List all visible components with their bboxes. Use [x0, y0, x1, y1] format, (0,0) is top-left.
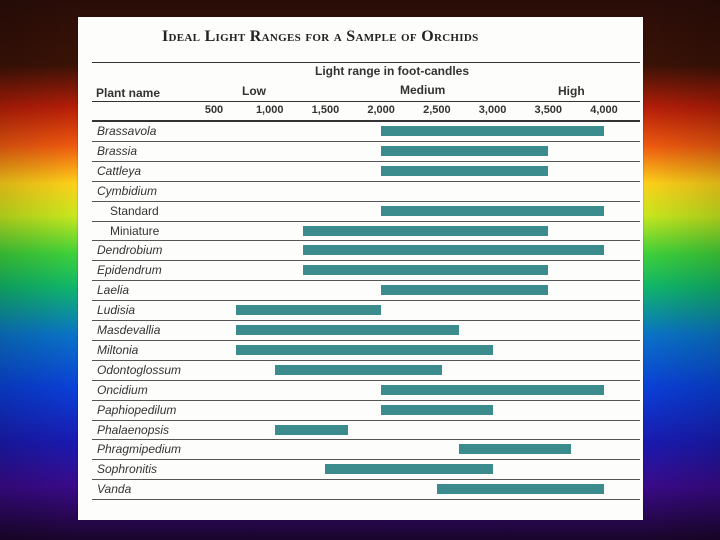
row-divider [92, 201, 640, 202]
light-range-bar [381, 146, 548, 156]
row-divider [92, 499, 640, 500]
plant-label: Brassavola [97, 124, 157, 138]
plant-label: Standard [110, 203, 159, 218]
plant-label: Miniature [110, 223, 160, 238]
background-left-shade [0, 0, 78, 540]
plant-label: Cymbidium [97, 183, 158, 198]
plant-label: Vanda [97, 482, 132, 497]
x-tick-label: 1,000 [255, 104, 284, 116]
background-right-shade [642, 0, 720, 540]
x-tick-label: 4,000 [590, 104, 618, 116]
light-range-bar [303, 265, 548, 275]
row-divider [92, 221, 640, 222]
row-divider [92, 320, 640, 321]
plant-name-header: Plant name [96, 86, 161, 100]
x-tick-label: 1,500 [311, 104, 340, 116]
row-divider [92, 360, 640, 361]
x-tick-label: 2,500 [423, 104, 451, 116]
plant-label: Dendrobium [97, 243, 163, 258]
light-range-bar [303, 245, 604, 255]
plant-label: Masdevallia [97, 323, 161, 337]
light-range-bar [236, 305, 381, 315]
row-divider [92, 260, 640, 261]
light-range-bar [381, 285, 548, 295]
plant-label: Miltonia [97, 342, 139, 357]
row-divider [92, 240, 640, 241]
plant-label: Cattleya [97, 163, 142, 178]
row-divider [92, 161, 640, 162]
x-tick-label: 2,000 [367, 104, 395, 116]
row-divider [92, 439, 640, 440]
range-label: Light range in foot-candles [315, 64, 470, 78]
row-divider [92, 380, 640, 381]
plant-label: Epidendrum [97, 263, 162, 278]
light-range-bar [325, 464, 492, 474]
x-tick-label: 500 [204, 104, 224, 116]
light-range-bar [381, 405, 492, 415]
row-divider [92, 280, 640, 281]
medium-label: Medium [400, 83, 446, 97]
x-tick-label: 3,000 [478, 104, 507, 116]
row-divider [92, 181, 640, 182]
plant-label: Sophronitis [97, 462, 158, 477]
header-mid-rule [92, 101, 640, 102]
header-bottom-rule [92, 120, 640, 122]
row-divider [92, 141, 640, 142]
plant-label: Brassia [97, 143, 138, 158]
high-label: High [558, 84, 585, 98]
plant-label: Oncidium [97, 382, 148, 397]
light-range-bar [381, 126, 604, 136]
row-divider [92, 300, 640, 301]
light-range-bar [303, 226, 548, 236]
light-range-bar [275, 365, 442, 375]
light-range-bar [459, 444, 570, 454]
light-range-bar [381, 206, 604, 216]
light-range-bar [236, 325, 459, 335]
row-divider [92, 340, 640, 341]
plant-label: Phalaenopsis [97, 422, 170, 437]
x-tick-label: 3,500 [534, 104, 563, 116]
light-range-bar [381, 385, 604, 395]
plant-label: Odontoglossum [97, 362, 182, 377]
low-label: Low [242, 84, 266, 98]
row-divider [92, 420, 640, 421]
plant-label: Phragmipedium [97, 442, 182, 457]
light-range-bar [275, 425, 347, 435]
chart-title: Ideal Light Ranges for a Sample of Orchids [162, 28, 479, 45]
row-divider [92, 459, 640, 460]
row-divider [92, 479, 640, 480]
plant-label: Laelia [97, 283, 130, 298]
plant-label: Paphiopedilum [97, 402, 177, 417]
light-range-bar [381, 166, 548, 176]
plant-label: Ludisia [97, 303, 136, 318]
light-range-bar [437, 484, 604, 494]
row-divider [92, 400, 640, 401]
header-top-rule [92, 62, 640, 63]
light-range-bar [236, 345, 492, 355]
